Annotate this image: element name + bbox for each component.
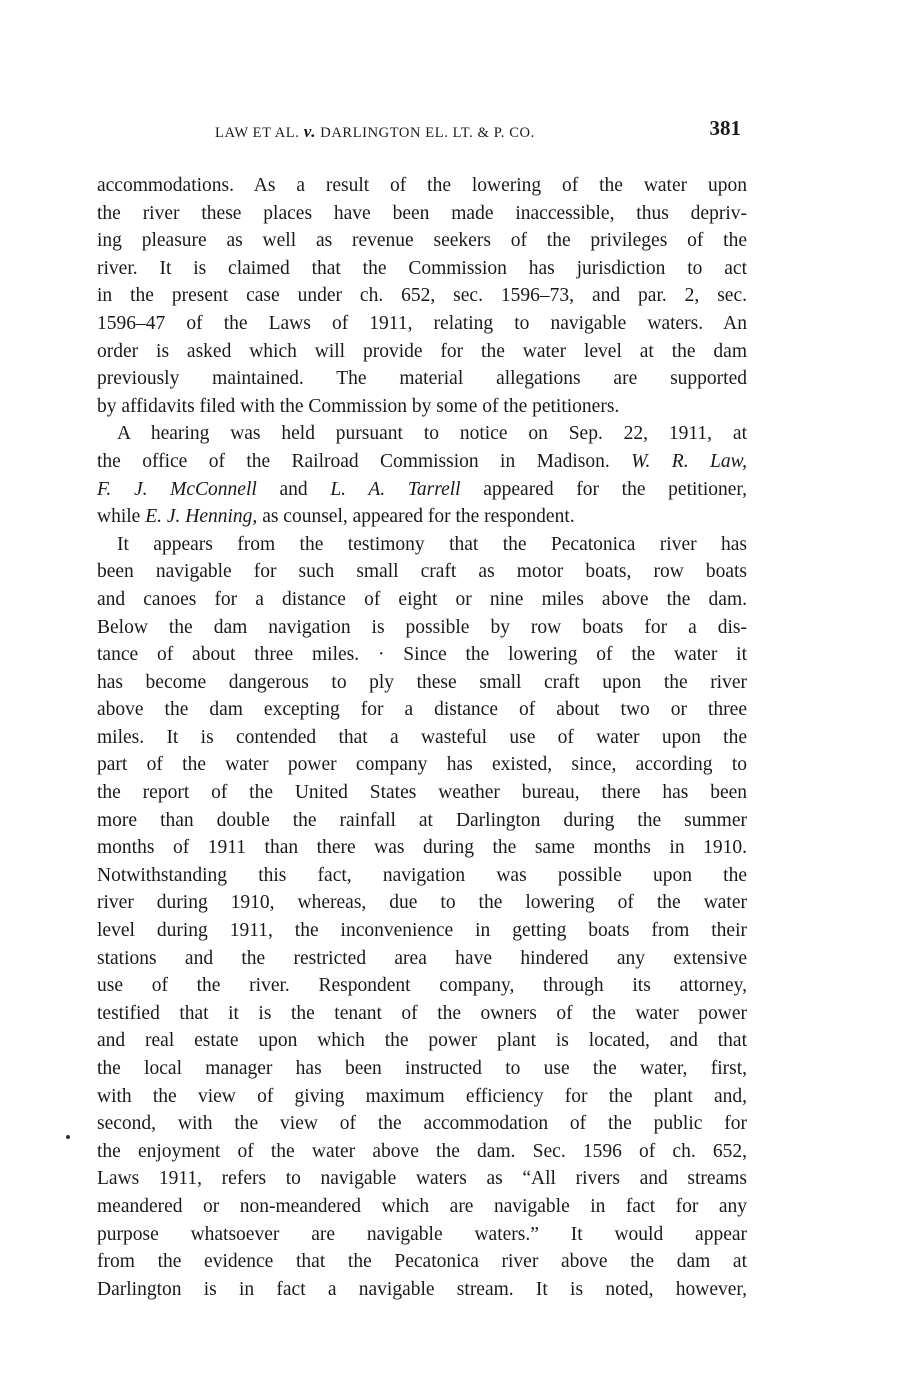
text-line: meandered or non-meandered which are navigable in fact for any xyxy=(97,1195,747,1217)
text-line: from the evidence that the Pecatonica river above the dam at xyxy=(97,1251,747,1273)
line-text: while xyxy=(97,506,146,528)
text-line: purpose whatsoever are navigable waters.” It would appear xyxy=(97,1223,747,1245)
text-line: more than double the rainfall at Darlington during the summer xyxy=(97,809,747,831)
text-line: miles. It is contended that a wasteful use of water upon the xyxy=(97,726,747,748)
margin-mark xyxy=(66,1135,70,1139)
text-line: in the present case under ch. 652, sec. 1596–73, and par. 2, sec. xyxy=(97,285,747,307)
running-head-post: DARLINGTON EL. LT. & P. CO. xyxy=(316,125,535,141)
text-line: testified that it is the tenant of the owners of the water power xyxy=(97,1002,747,1024)
text-line: above the dam excepting for a distance of about two or three xyxy=(97,699,747,721)
text-line: level during 1911, the inconvenience in getting boats from their xyxy=(97,920,747,942)
counsel-name: L. A. Tarrell xyxy=(330,478,461,500)
text-line: Notwithstanding this fact, navigation was possible upon the xyxy=(97,864,747,886)
page-number: 381 xyxy=(709,116,741,140)
counsel-name: F. J. McConnell xyxy=(97,478,257,500)
running-head-v: v. xyxy=(303,122,317,141)
line-text: as counsel, appeared for the respondent. xyxy=(257,506,575,528)
text-line: river. It is claimed that the Commission has jurisdiction to act xyxy=(97,257,747,279)
text-line-mixed xyxy=(97,448,747,476)
text-line: months of 1911 than there was during the same months in 1910. xyxy=(97,837,747,859)
text-line: ing pleasure as well as revenue seekers of the privileges of the xyxy=(97,230,747,252)
text-line-mixed xyxy=(97,476,747,504)
page-header xyxy=(97,116,747,146)
running-head xyxy=(215,122,535,142)
text-line: accommodations. As a result of the lowering of the water upon xyxy=(97,175,747,196)
counsel-name: E. J. Henning, xyxy=(145,506,258,528)
text-line: by affidavits filed with the Commission by some of the petitioners. xyxy=(97,395,620,417)
text-line-mixed xyxy=(97,503,747,531)
text-line: stations and the restricted area have hindered any extensive xyxy=(97,947,747,969)
text-line: 1596–47 of the Laws of 1911, relating to navigable waters. An xyxy=(97,312,747,334)
text-line: tance of about three miles. · Since the lowering of the water it xyxy=(97,644,747,666)
text-line: and real estate upon which the power plant is located, and that xyxy=(97,1030,747,1052)
text-line: part of the water power company has existed, since, according to xyxy=(97,754,747,776)
text-line: the report of the United States weather bureau, there has been xyxy=(97,782,747,804)
text-line: previously maintained. The material allegations are supported xyxy=(97,368,747,390)
text-line: Darlington is in fact a navigable stream. It is noted, however, xyxy=(97,1278,747,1300)
text-line: has become dangerous to ply these small craft upon the river xyxy=(97,671,747,693)
running-head-pre: LAW ET AL. xyxy=(215,125,304,141)
text-line: Below the dam navigation is possible by row boats for a dis- xyxy=(97,616,747,638)
line-text: and xyxy=(256,478,331,500)
text-line: It appears from the testimony that the Pecatonica river has xyxy=(117,533,747,555)
line-text: appeared for the petitioner, xyxy=(460,478,747,500)
line-text: the office of the Railroad Commission in Madison. xyxy=(97,450,610,472)
text-line: the enjoyment of the water above the dam. Sec. 1596 of ch. 652, xyxy=(97,1140,747,1162)
text-line: A hearing was held pursuant to notice on Sep. 22, 1911, at xyxy=(117,423,747,445)
text-line: order is asked which will provide for the water level at the dam xyxy=(97,340,747,362)
text-line: the local manager has been instructed to use the water, first, xyxy=(97,1058,747,1079)
text-line: with the view of giving maximum efficiency for the plant and, xyxy=(97,1085,747,1107)
counsel-name: W. R. Law, xyxy=(631,450,747,472)
body-text xyxy=(97,172,747,1303)
text-line: been navigable for such small craft as motor boats, row boats xyxy=(97,561,747,583)
text-line: Laws 1911, refers to navigable waters as “All rivers and streams xyxy=(97,1168,747,1190)
text-line: and canoes for a distance of eight or nine miles above the dam. xyxy=(97,588,747,610)
text-line: river during 1910, whereas, due to the lowering of the water xyxy=(97,892,747,914)
text-line: second, with the view of the accommodation of the public for xyxy=(97,1113,747,1135)
text-line: the river these places have been made inaccessible, thus depriv- xyxy=(97,202,747,224)
text-line: use of the river. Respondent company, through its attorney, xyxy=(97,975,747,997)
